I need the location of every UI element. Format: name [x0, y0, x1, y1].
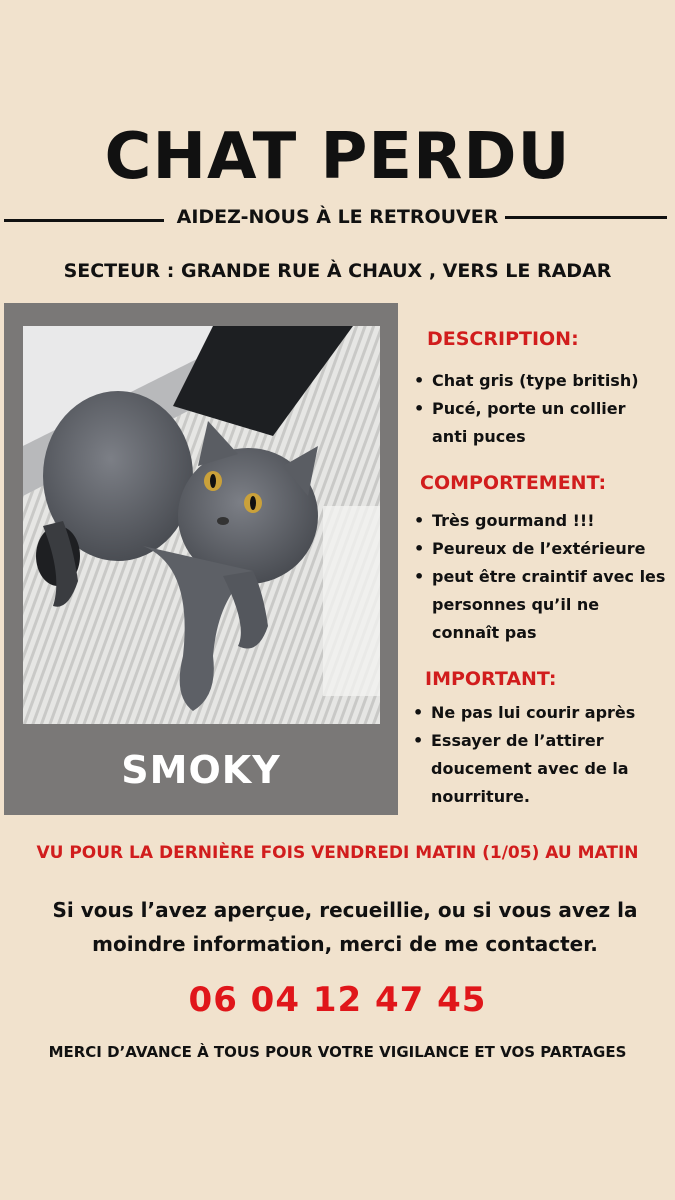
sector-text: SECTEUR : GRANDE RUE À CHAUX , VERS LE RADAR	[63, 260, 612, 282]
list-item: • Essayer de l’attirer doucement avec de la nourriture.	[413, 727, 653, 811]
important-list-wrap	[413, 699, 653, 811]
description-list	[414, 367, 650, 451]
list-item: • Pucé, porte un collier anti puces	[414, 395, 650, 451]
important-heading: IMPORTANT:	[425, 668, 557, 690]
important-section	[425, 668, 556, 690]
poster-subtitle: AIDEZ-NOUS À LE RETROUVER	[176, 206, 499, 228]
phone-number: 06 04 12 47 45	[188, 980, 487, 1020]
list-item: • Très gourmand !!!	[414, 507, 670, 535]
description-section	[427, 328, 579, 350]
description-heading: DESCRIPTION:	[427, 328, 579, 350]
behavior-section	[420, 472, 606, 494]
contact-text: Si vous l’avez aperçue, recueillie, ou si vous avez la moindre information, merci de me contacter.	[52, 898, 638, 956]
poster-title: CHAT PERDU	[104, 120, 571, 194]
behavior-list-wrap	[414, 507, 670, 647]
last-seen-text: VU POUR LA DERNIÈRE FOIS VENDREDI MATIN (1/05) AU MATIN	[36, 843, 639, 863]
important-list	[413, 699, 653, 811]
thanks-text: MERCI D’AVANCE À TOUS POUR VOTRE VIGILANCE ET VOS PARTAGES	[48, 1043, 627, 1061]
list-item: • Ne pas lui courir après	[413, 699, 653, 727]
behavior-list	[414, 507, 670, 647]
list-item: • peut être craintif avec les personnes qu’il ne connaît pas	[414, 563, 670, 647]
cat-photo	[23, 326, 380, 724]
cat-name: SMOKY	[121, 748, 281, 792]
list-item: • Chat gris (type british)	[414, 367, 650, 395]
divider-right	[505, 216, 667, 219]
list-item: • Peureux de l’extérieure	[414, 535, 670, 563]
behavior-heading: COMPORTEMENT:	[420, 472, 607, 494]
description-list-wrap	[414, 367, 650, 451]
